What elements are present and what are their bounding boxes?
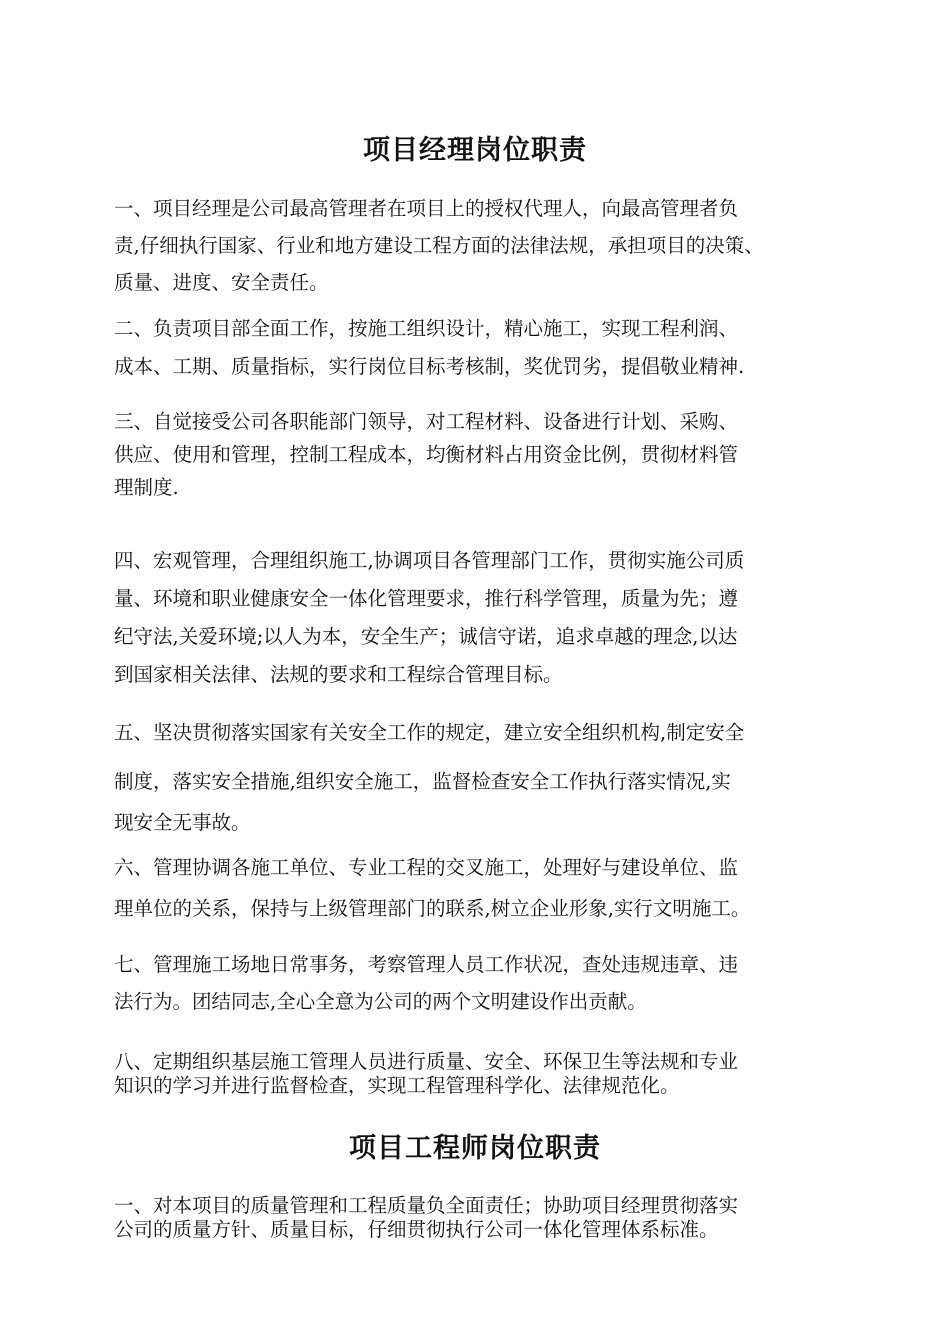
- pm-duty-6: 六、管理协调各施工单位、专业工程的交叉施工，处理好与建设单位、监 理单位的关系，保持与上级管理部门的联系,树立企业形象,实行文明施工。: [114, 856, 751, 920]
- pm-duty-2: 二、负责项目部全面工作，按施工组织设计，精心施工，实现工程利润、 成本、工期、质量指标，实行岗位目标考核制，奖优罚劣，提倡敬业精神.: [114, 317, 745, 378]
- pm-duty-5-line-1: 五、坚决贯彻落实国家有关安全工作的规定，建立安全组织机构,制定安全: [114, 721, 745, 744]
- pe-duty-1: 一、对本项目的质量管理和工程质量负全面责任；协助项目经理贯彻落实 公司的质量方针、质量目标，仔细贯彻执行公司一体化管理体系标准。: [114, 1194, 739, 1241]
- pm-duty-7: 七、管理施工场地日常事务，考察管理人员工作状况，查处违规违章、违 法行为。团结同志,全心全意为公司的两个文明建设作出贡献。: [114, 953, 739, 1013]
- pm-duty-3: 三、自觉接受公司各职能部门领导，对工程材料、设备进行计划、采购、 供应、使用和管理，控制工程成本，均衡材料占用资金比例，贯彻材料管 理制度.: [114, 410, 739, 499]
- pm-duty-5-rest: 制度，落实安全措施,组织安全施工，监督检查安全工作执行落实情况,实 现安全无事故。: [114, 770, 731, 834]
- pm-duty-1: 一、项目经理是公司最高管理者在项目上的授权代理人，向最高管理者负 责,仔细执行国家、行业和地方建设工程方面的法律法规，承担项目的决策、 质量、进度、安全责任。: [114, 197, 764, 294]
- section-title-project-manager: 项目经理岗位职责: [363, 135, 587, 166]
- section-title-project-engineer: 项目工程师岗位职责: [349, 1133, 601, 1164]
- pm-duty-4: 四、宏观管理，合理组织施工,协调项目各管理部门工作，贯彻实施公司质 量、环境和职业健康安全一体化管理要求，推行科学管理，质量为先；遵 纪守法,关爱环境;以人为本，安全生产；诚信守诺，追求卓越的理念,以达 到国家相关法律、法规的要求和工程综合管理目标。: [114, 549, 745, 686]
- pm-duty-8: 八、定期组织基层施工管理人员进行质量、安全、环保卫生等法规和专业 知识的学习并进行监督检查，实现工程管理科学化、法律规范化。: [114, 1050, 739, 1097]
